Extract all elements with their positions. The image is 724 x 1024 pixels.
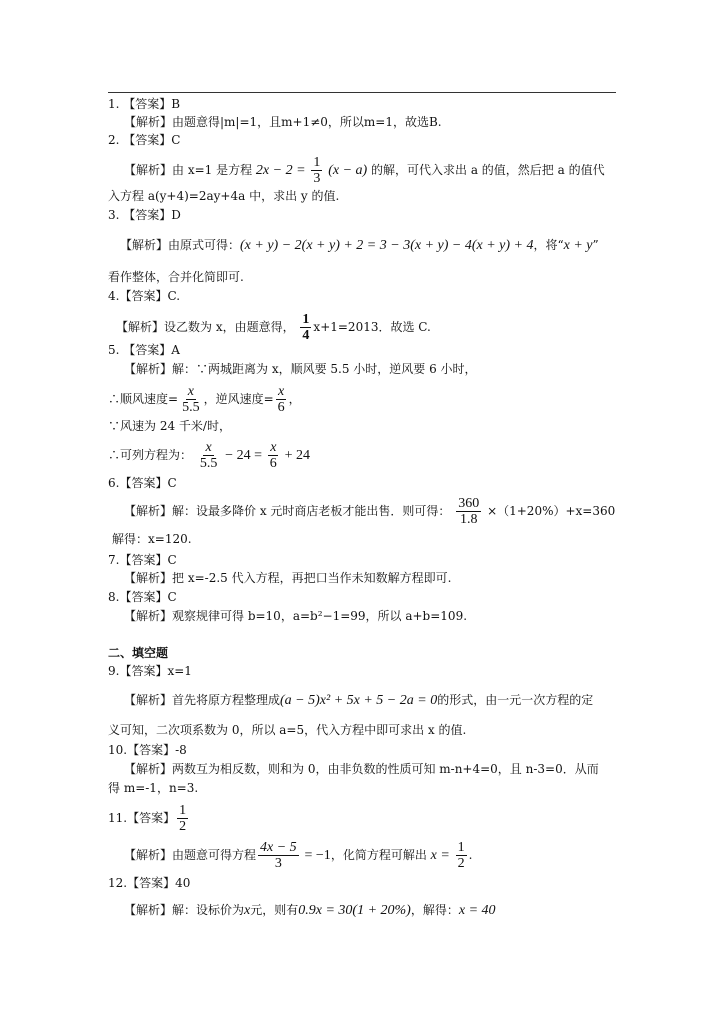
q5-fraction-1: $\frac{x}{5.5}$ [182,384,200,415]
q4-answer: 4.【答案】C. [108,289,181,303]
q6-text-b: ×（1+20%）+x=360 [487,504,616,518]
q6-answer: 6.【答案】C [108,476,177,490]
q9-text-a: 【解析】首先将原方程整理成 [124,693,281,707]
q5-equation-line [108,440,310,471]
q12-explanation [124,903,496,918]
q1-explanation: 【解析】由题意得|m|=1，且m+1≠0，所以m=1，故选B. [124,115,442,129]
q2-answer: 2. 【答案】C [108,133,181,147]
q9-math: (a − 5)x² + 5x + 5 − 2a = 0 [280,693,438,708]
q12-answer: 12.【答案】40 [108,876,191,890]
q5-text-a: ∴顺风速度= [108,392,179,406]
q2-explanation-line1 [124,155,605,186]
q2-math-b: (x − a) [328,163,368,178]
q6-solution: 解得：x=120. [112,532,192,546]
q4-text-b: x+1=2013．故选 C. [313,320,431,334]
q11-text-c: . [468,848,473,862]
q9-text-b: 的形式，由一元一次方程的定 [437,693,594,707]
q12-math: 0.9x = 30(1 + 20%) [298,903,411,918]
q12-text-b: 元，则有 [250,903,299,917]
q7-answer: 7.【答案】C [108,553,177,567]
q10-explanation-line2: 得 m=-1，n=3. [108,781,199,795]
q5-fraction-4: $\frac{x}{6}$ [269,440,277,471]
q9-explanation-line2: 义可知，二次项系数为 0，所以 a=5，代入方程中即可求出 x 的值. [108,723,467,737]
q10-explanation: 【解析】两数互为相反数，则和为 0，由非负数的性质可知 m-n+4=0，且 n-3=0．从而 [124,762,599,776]
q10-answer: 10.【答案】-8 [108,743,187,757]
q11-answer-fraction: $\frac{1}{2}$ [179,803,187,834]
q11-fraction-1: $\frac{4x - 5}{3}$ [260,840,297,871]
q3-text-a: 【解析】由原式可得： [120,238,241,252]
q5-explanation: 【解析】解：∵两城距离为 x，顺风要 5.5 小时，逆风要 6 小时， [124,362,477,376]
q2-fraction: $\frac{1}{3}$ [313,155,321,186]
q3-explanation-line1 [120,238,599,253]
q6-fraction: $\frac{360}{1.8}$ [458,496,480,527]
q11-math: = −1 [304,848,331,863]
q5-text-c: ， [288,392,301,406]
q4-explanation [116,312,431,343]
q6-explanation [124,496,615,527]
q11-text-b: ，化简方程可解出 [330,848,427,862]
q12-text-a: 【解析】解：设标价为 [124,903,245,917]
q9-explanation-line1 [124,693,593,708]
q5-math-c: + 24 [284,448,311,463]
q11-answer [108,803,190,834]
q2-explanation-line2: 入方程 a(y+4)=2ay+4a 中，求出 y 的值. [108,189,340,203]
q3-explanation-line2: 看作整体，合并化简即可. [108,270,244,284]
q2-text-b: 的解，可代入求出 a 的值，然后把 a 的值代 [371,163,605,177]
q5-text-d: ∴可列方程为： [108,448,193,462]
q5-fraction-2: $\frac{x}{6}$ [277,384,285,415]
q11-explanation [124,840,472,871]
q3-math: (x + y) − 2(x + y) + 2 = 3 − 3(x + y) − 4(x + y) + 4 [240,238,534,253]
q11-fraction-2: $\frac{1}{2}$ [457,840,465,871]
q12-math-b: x = 40 [458,903,496,918]
q3-math-b: x + y [563,238,593,253]
q5-answer: 5. 【答案】A [108,343,180,357]
q6-text-a: 【解析】解：设最多降价 x 元时商店老板才能出售．则可得： [124,504,451,518]
q5-speed-line [108,384,301,415]
q3-text-b: ，将“ [533,238,564,252]
q11-answer-label: 11.【答案】 [108,811,176,825]
q3-answer: 3. 【答案】D [108,208,181,222]
header-rule [108,92,616,93]
q5-text-b: ，逆风速度= [203,392,274,406]
q5-wind-line: ∵风速为 24 千米/时， [108,419,231,433]
q4-fraction: $\frac{1}{4}$ [302,312,310,343]
q3-text-c: ” [592,238,599,252]
section-2-title: 二、填空题 [108,646,169,660]
q11-math-b: x = [430,848,450,863]
q11-text-a: 【解析】由题意可得方程 [124,848,257,862]
q12-text-c: ，解得： [410,903,459,917]
q5-fraction-3: $\frac{x}{5.5}$ [199,440,218,471]
q5-math-b: − 24 = [225,448,262,463]
q2-math-a: 2x − 2 = [255,163,306,178]
q7-explanation: 【解析】把 x=-2.5 代入方程，再把口当作未知数解方程即可. [124,571,452,585]
q8-explanation: 【解析】观察规律可得 b=10，a=b²−1=99，所以 a+b=109. [124,609,468,623]
q2-text-a: 【解析】由 x=1 是方程 [124,163,253,177]
q9-answer: 9.【答案】x=1 [108,664,192,678]
q8-answer: 8.【答案】C [108,590,177,604]
q4-text-a: 【解析】设乙数为 x，由题意得， [116,320,295,334]
q1-answer: 1. 【答案】B [108,97,181,111]
q12-x: x [244,903,251,918]
